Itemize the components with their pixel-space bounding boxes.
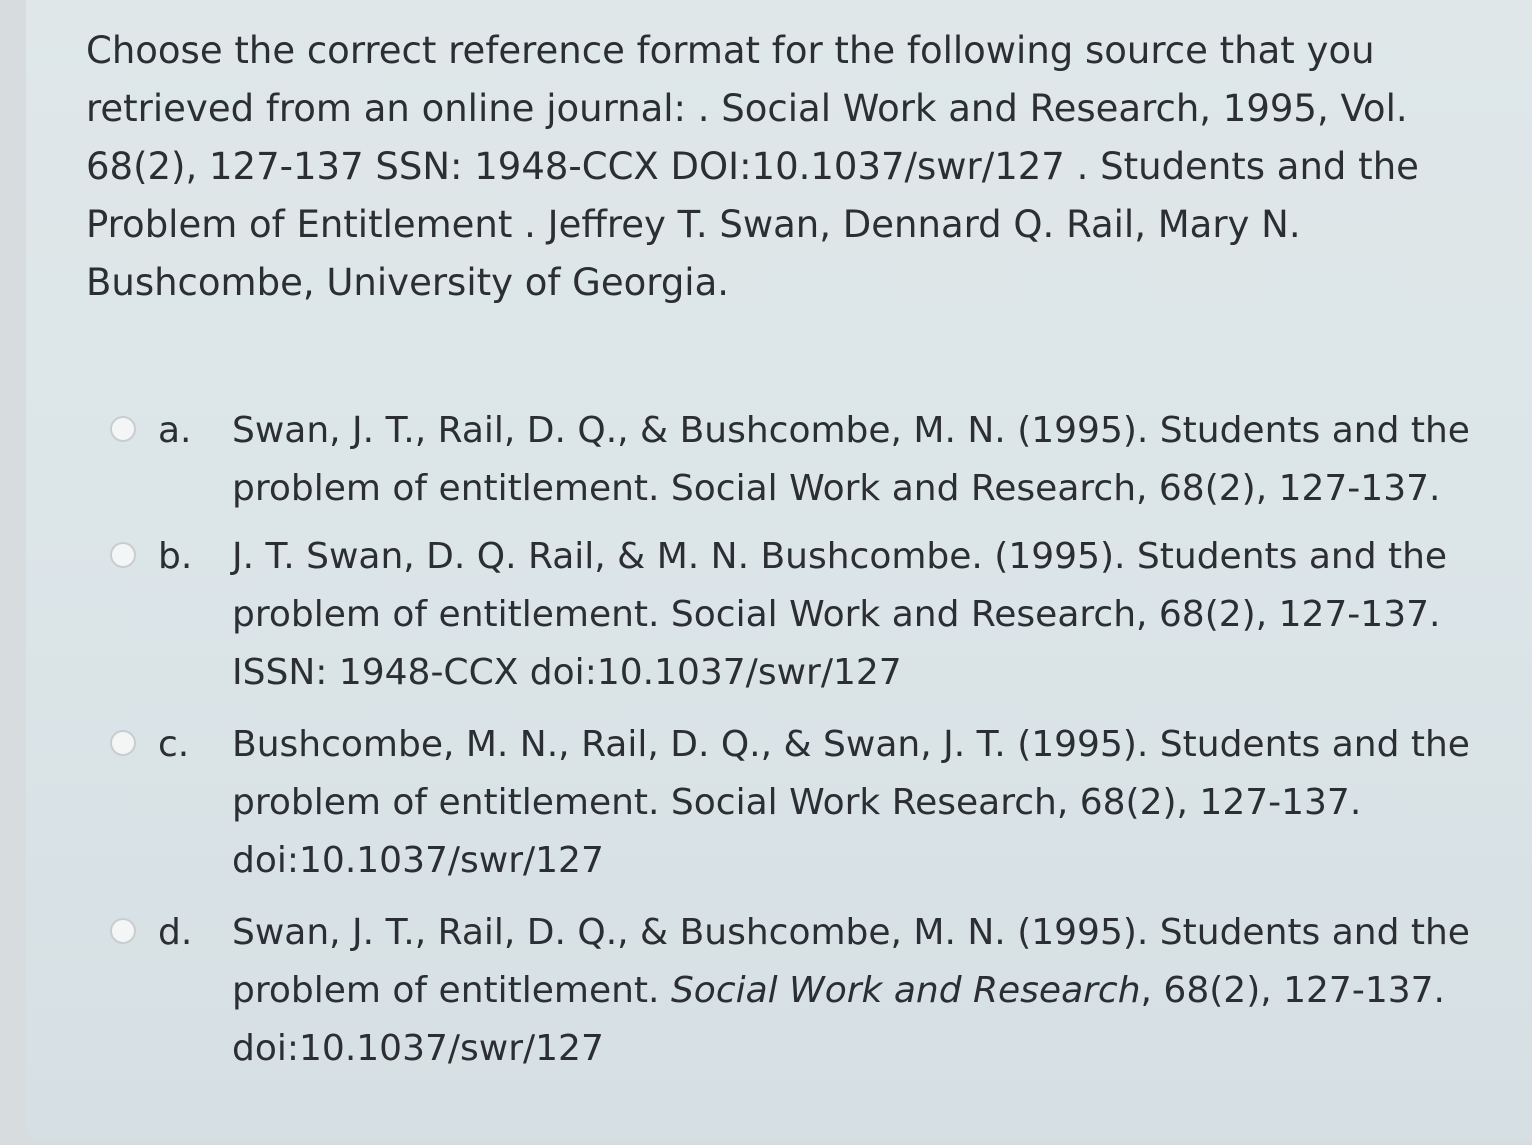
option-text xyxy=(232,904,1482,1078)
option-text: Bushcombe, M. N., Rail, D. Q., & Swan, J. T. (1995). Students and the problem of entitlement. Social Work Research, 68(2), 127-137. doi:10.1037/swr/127 xyxy=(232,724,1470,881)
radio-button-a[interactable] xyxy=(110,416,136,442)
journal-title-italic: Social Work and Research xyxy=(670,970,1141,1011)
option-text: J. T. Swan, D. Q. Rail, & M. N. Bushcombe. (1995). Students and the problem of entitlement. Social Work and Research, 68(2), 127-137. ISSN: 1948-CCX doi:10.1037/swr/127 xyxy=(232,536,1448,693)
option-letter: b. xyxy=(158,536,193,577)
option-text: Swan, J. T., Rail, D. Q., & Bushcombe, M. N. (1995). Students and the problem of entitlement. Social Work and Research, 68(2), 127-137. xyxy=(232,410,1470,509)
radio-button-b[interactable] xyxy=(110,542,136,568)
radio-button-d[interactable] xyxy=(110,918,136,944)
question-text: Choose the correct reference format for the following source that you retrieved from an online journal: . Social Work and Research, 1995, Vol. 68(2), 127-137 SSN: 1948-CCX DOI:10.1037/swr/127 . Students and the Problem of Entitlement . Jeffrey T. Swan, Dennard Q. Rail, Mary N. Bushcombe, University of Georgia. xyxy=(86,29,1419,304)
option-letter: d. xyxy=(158,912,193,953)
option-letter: c. xyxy=(158,724,190,765)
radio-button-c[interactable] xyxy=(110,730,136,756)
quiz-panel xyxy=(26,0,1532,1140)
option-letter: a. xyxy=(158,410,192,451)
option-text-before: Swan, J. T., Rail, D. Q., & Bushcombe, M. N. (1995). Students and the problem of entitlement. xyxy=(232,912,1470,1011)
option-text-after: , 68(2), 127-137. doi:10.1037/swr/127 xyxy=(232,970,1445,1069)
